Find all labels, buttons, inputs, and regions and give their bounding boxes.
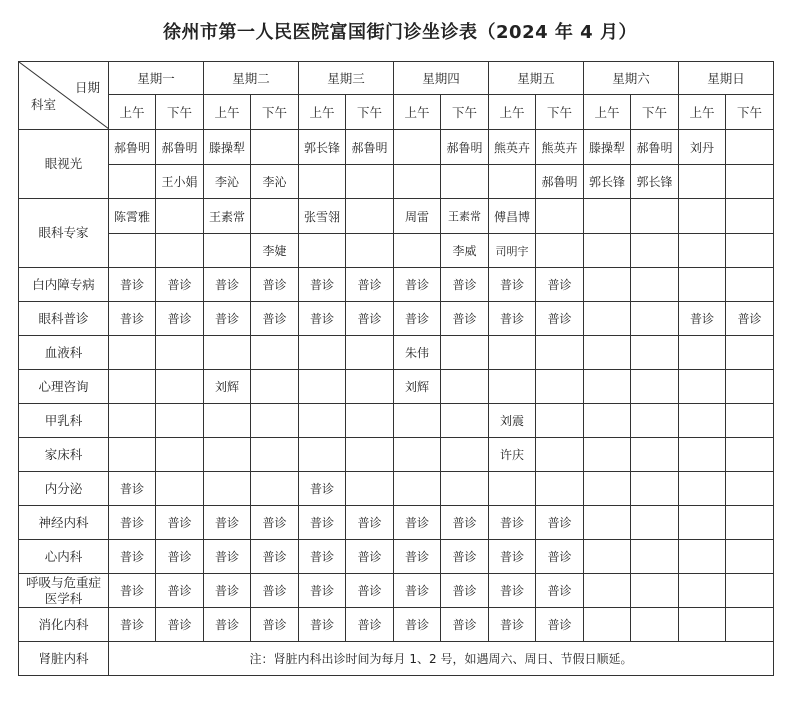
schedule-cell (394, 234, 441, 268)
session-pm: 下午 (251, 95, 299, 130)
schedule-cell: 普诊 (441, 574, 489, 608)
schedule-cell (584, 302, 631, 336)
schedule-cell: 普诊 (394, 268, 441, 302)
session-pm: 下午 (346, 95, 394, 130)
schedule-cell (346, 165, 394, 199)
schedule-cell: 普诊 (251, 608, 299, 642)
schedule-cell: 滕操犁 (204, 130, 251, 165)
schedule-cell (726, 574, 774, 608)
schedule-cell: 普诊 (679, 302, 726, 336)
schedule-cell (536, 472, 584, 506)
schedule-cell: 普诊 (204, 506, 251, 540)
schedule-cell (679, 506, 726, 540)
schedule-cell (584, 336, 631, 370)
schedule-cell: 普诊 (156, 540, 204, 574)
dept-name-cell: 眼视光 (19, 130, 109, 199)
schedule-cell: 刘辉 (394, 370, 441, 404)
schedule-cell (489, 370, 536, 404)
day-header-sunday: 星期日 (679, 62, 774, 95)
schedule-cell (156, 336, 204, 370)
schedule-cell (679, 438, 726, 472)
schedule-cell (251, 404, 299, 438)
schedule-cell (441, 336, 489, 370)
session-am: 上午 (584, 95, 631, 130)
schedule-cell: 普诊 (109, 574, 156, 608)
schedule-cell (299, 234, 346, 268)
schedule-cell (679, 608, 726, 642)
schedule-cell (726, 234, 774, 268)
schedule-cell (631, 336, 679, 370)
schedule-cell (204, 438, 251, 472)
schedule-cell: 普诊 (394, 574, 441, 608)
schedule-cell (584, 574, 631, 608)
schedule-cell (394, 130, 441, 165)
schedule-cell: 郝鲁明 (156, 130, 204, 165)
schedule-cell (679, 574, 726, 608)
schedule-cell: 普诊 (299, 472, 346, 506)
table-row (19, 506, 774, 540)
schedule-cell (631, 234, 679, 268)
schedule-cell: 王素常 (204, 199, 251, 234)
schedule-cell: 郝鲁明 (441, 130, 489, 165)
table-row (19, 472, 774, 506)
schedule-cell (631, 199, 679, 234)
schedule-cell (584, 506, 631, 540)
schedule-cell (346, 370, 394, 404)
schedule-cell: 刘丹 (679, 130, 726, 165)
schedule-cell: 普诊 (299, 540, 346, 574)
schedule-cell: 普诊 (251, 540, 299, 574)
schedule-cell (299, 438, 346, 472)
schedule-cell (204, 234, 251, 268)
schedule-cell (726, 506, 774, 540)
session-am: 上午 (394, 95, 441, 130)
dept-name-line: 呼吸与危重症 (25, 574, 101, 590)
schedule-cell (631, 506, 679, 540)
schedule-cell (251, 199, 299, 234)
schedule-cell (441, 404, 489, 438)
schedule-cell: 普诊 (536, 540, 584, 574)
schedule-cell (631, 472, 679, 506)
schedule-cell (346, 404, 394, 438)
schedule-cell (584, 234, 631, 268)
schedule-cell (109, 404, 156, 438)
schedule-cell: 普诊 (109, 540, 156, 574)
dept-name-cell: 白内障专病 (19, 268, 109, 302)
session-pm: 下午 (726, 95, 774, 130)
schedule-cell: 普诊 (299, 574, 346, 608)
session-pm: 下午 (156, 95, 204, 130)
schedule-cell (631, 404, 679, 438)
dept-name-cell: 甲乳科 (19, 404, 109, 438)
schedule-cell: 普诊 (489, 608, 536, 642)
schedule-cell (346, 234, 394, 268)
schedule-cell (394, 404, 441, 438)
schedule-cell (109, 438, 156, 472)
schedule-cell (726, 130, 774, 165)
session-am: 上午 (299, 95, 346, 130)
schedule-cell (631, 540, 679, 574)
schedule-cell: 普诊 (204, 608, 251, 642)
schedule-cell (156, 438, 204, 472)
schedule-cell: 王小娟 (156, 165, 204, 199)
schedule-cell (726, 404, 774, 438)
schedule-cell (584, 199, 631, 234)
schedule-cell: 周雷 (394, 199, 441, 234)
schedule-cell: 普诊 (441, 540, 489, 574)
table-row (19, 199, 774, 234)
schedule-cell (726, 268, 774, 302)
table-row (19, 165, 774, 199)
session-am: 上午 (109, 95, 156, 130)
schedule-cell (679, 336, 726, 370)
dept-name-cell: 肾脏内科 (19, 642, 109, 676)
schedule-cell: 普诊 (299, 302, 346, 336)
table-row (19, 268, 774, 302)
schedule-cell (726, 540, 774, 574)
schedule-cell: 滕操犁 (584, 130, 631, 165)
schedule-cell (631, 302, 679, 336)
schedule-cell: 普诊 (204, 302, 251, 336)
table-row (19, 234, 774, 268)
dept-name-cell: 内分泌 (19, 472, 109, 506)
dept-name-cell: 心理咨询 (19, 370, 109, 404)
schedule-cell: 普诊 (299, 506, 346, 540)
schedule-cell: 普诊 (394, 302, 441, 336)
schedule-cell (726, 199, 774, 234)
schedule-cell (679, 404, 726, 438)
dept-name-cell: 眼科普诊 (19, 302, 109, 336)
schedule-cell (584, 540, 631, 574)
schedule-cell: 普诊 (536, 608, 584, 642)
schedule-cell (441, 165, 489, 199)
schedule-cell: 普诊 (441, 506, 489, 540)
dept-name-cell: 心内科 (19, 540, 109, 574)
schedule-cell (109, 370, 156, 404)
schedule-cell: 普诊 (489, 506, 536, 540)
page-title: 徐州市第一人民医院富国街门诊坐诊表（2024 年 4 月） (163, 22, 637, 43)
session-am: 上午 (204, 95, 251, 130)
schedule-cell: 普诊 (346, 540, 394, 574)
schedule-cell (394, 165, 441, 199)
schedule-cell: 普诊 (394, 540, 441, 574)
schedule-cell: 普诊 (156, 574, 204, 608)
dept-name-cell: 神经内科 (19, 506, 109, 540)
schedule-cell: 普诊 (109, 506, 156, 540)
schedule-cell (346, 199, 394, 234)
schedule-cell (536, 199, 584, 234)
schedule-cell (299, 370, 346, 404)
schedule-cell (536, 404, 584, 438)
table-row (19, 574, 774, 608)
schedule-cell: 普诊 (726, 302, 774, 336)
schedule-cell (204, 472, 251, 506)
schedule-cell: 郝鲁明 (536, 165, 584, 199)
schedule-cell (726, 472, 774, 506)
schedule-cell (584, 404, 631, 438)
schedule-cell: 普诊 (109, 302, 156, 336)
schedule-cell: 普诊 (109, 268, 156, 302)
schedule-cell (726, 165, 774, 199)
schedule-cell: 郝鲁明 (109, 130, 156, 165)
day-header-friday: 星期五 (489, 62, 584, 95)
schedule-cell: 陈霄雅 (109, 199, 156, 234)
schedule-cell (679, 370, 726, 404)
schedule-cell (631, 438, 679, 472)
schedule-cell (726, 336, 774, 370)
schedule-cell (489, 336, 536, 370)
schedule-cell (679, 165, 726, 199)
schedule-cell (204, 404, 251, 438)
schedule-cell (679, 472, 726, 506)
dept-name-cell: 消化内科 (19, 608, 109, 642)
schedule-cell (251, 438, 299, 472)
schedule-cell: 普诊 (441, 302, 489, 336)
schedule-table (18, 61, 774, 676)
schedule-cell: 普诊 (109, 472, 156, 506)
schedule-cell (441, 472, 489, 506)
schedule-cell (536, 370, 584, 404)
schedule-cell: 普诊 (441, 608, 489, 642)
schedule-cell: 王素常 (441, 199, 489, 234)
schedule-cell: 普诊 (394, 608, 441, 642)
schedule-cell: 许庆 (489, 438, 536, 472)
table-row (19, 370, 774, 404)
schedule-cell (631, 370, 679, 404)
schedule-note: 注：肾脏内科出诊时间为每月 1、2 号，如遇周六、周日、节假日顺延。 (109, 642, 774, 676)
schedule-cell: 普诊 (441, 268, 489, 302)
schedule-cell (536, 234, 584, 268)
session-pm: 下午 (631, 95, 679, 130)
day-header-wednesday: 星期三 (299, 62, 394, 95)
schedule-cell (109, 165, 156, 199)
table-row (19, 336, 774, 370)
schedule-cell (726, 370, 774, 404)
schedule-cell (299, 404, 346, 438)
schedule-cell: 郝鲁明 (346, 130, 394, 165)
day-header-tuesday: 星期二 (204, 62, 299, 95)
dept-name-cell: 血液科 (19, 336, 109, 370)
schedule-cell: 普诊 (156, 506, 204, 540)
schedule-cell (584, 472, 631, 506)
table-row (19, 438, 774, 472)
session-pm: 下午 (536, 95, 584, 130)
schedule-cell (156, 199, 204, 234)
schedule-cell (536, 336, 584, 370)
table-row (19, 130, 774, 165)
schedule-cell: 普诊 (346, 574, 394, 608)
schedule-cell (584, 608, 631, 642)
schedule-cell: 普诊 (346, 302, 394, 336)
schedule-cell (346, 336, 394, 370)
schedule-cell (679, 268, 726, 302)
schedule-cell: 普诊 (489, 302, 536, 336)
schedule-cell: 普诊 (156, 302, 204, 336)
schedule-cell: 普诊 (204, 268, 251, 302)
table-row (19, 404, 774, 438)
schedule-cell (631, 574, 679, 608)
dept-name-line: 医学科 (44, 590, 83, 606)
schedule-cell: 郭长锋 (631, 165, 679, 199)
schedule-cell: 普诊 (204, 540, 251, 574)
schedule-cell: 李婕 (251, 234, 299, 268)
schedule-cell: 普诊 (299, 268, 346, 302)
schedule-cell (726, 608, 774, 642)
session-header-row (19, 95, 774, 130)
schedule-cell: 司明宇 (489, 234, 536, 268)
schedule-cell (631, 268, 679, 302)
schedule-cell (299, 165, 346, 199)
schedule-cell (584, 268, 631, 302)
dept-name-cell (19, 574, 109, 608)
schedule-cell (394, 472, 441, 506)
dept-header-label: 科室 (31, 97, 57, 112)
table-row (19, 302, 774, 336)
schedule-cell: 普诊 (536, 268, 584, 302)
schedule-cell (346, 472, 394, 506)
schedule-cell: 刘震 (489, 404, 536, 438)
dept-name-cell: 眼科专家 (19, 199, 109, 268)
schedule-cell (584, 438, 631, 472)
schedule-cell (346, 438, 394, 472)
schedule-cell: 张雪翎 (299, 199, 346, 234)
dept-name-cell: 家床科 (19, 438, 109, 472)
schedule-cell (441, 370, 489, 404)
schedule-cell (679, 234, 726, 268)
schedule-cell: 熊英卉 (536, 130, 584, 165)
schedule-cell (156, 234, 204, 268)
schedule-cell (679, 199, 726, 234)
header-corner-cell (19, 62, 109, 130)
schedule-cell: 普诊 (109, 608, 156, 642)
table-row (19, 642, 774, 676)
schedule-cell (679, 540, 726, 574)
day-header-thursday: 星期四 (394, 62, 489, 95)
schedule-cell (536, 438, 584, 472)
schedule-cell: 朱伟 (394, 336, 441, 370)
schedule-cell (394, 438, 441, 472)
schedule-cell (156, 472, 204, 506)
schedule-cell: 普诊 (394, 506, 441, 540)
schedule-cell (251, 370, 299, 404)
table-row (19, 608, 774, 642)
schedule-cell (109, 336, 156, 370)
schedule-cell (631, 608, 679, 642)
schedule-cell: 普诊 (299, 608, 346, 642)
schedule-cell: 普诊 (536, 506, 584, 540)
schedule-cell: 普诊 (346, 506, 394, 540)
schedule-cell: 李沁 (251, 165, 299, 199)
schedule-cell: 郝鲁明 (631, 130, 679, 165)
schedule-cell: 普诊 (536, 302, 584, 336)
schedule-cell: 普诊 (251, 302, 299, 336)
schedule-cell: 普诊 (204, 574, 251, 608)
session-am: 上午 (679, 95, 726, 130)
schedule-cell: 刘辉 (204, 370, 251, 404)
schedule-cell (441, 438, 489, 472)
session-am: 上午 (489, 95, 536, 130)
session-pm: 下午 (441, 95, 489, 130)
schedule-cell (299, 336, 346, 370)
schedule-cell (489, 165, 536, 199)
schedule-cell (489, 472, 536, 506)
schedule-cell: 普诊 (489, 574, 536, 608)
schedule-cell: 普诊 (251, 574, 299, 608)
schedule-cell (251, 336, 299, 370)
table-row (19, 540, 774, 574)
schedule-cell: 普诊 (156, 268, 204, 302)
schedule-cell: 普诊 (251, 506, 299, 540)
schedule-cell (109, 234, 156, 268)
schedule-cell (584, 370, 631, 404)
schedule-cell: 傅昌博 (489, 199, 536, 234)
schedule-cell (726, 438, 774, 472)
schedule-cell: 普诊 (489, 540, 536, 574)
schedule-cell (156, 370, 204, 404)
schedule-cell: 普诊 (536, 574, 584, 608)
schedule-cell: 李沁 (204, 165, 251, 199)
schedule-cell (204, 336, 251, 370)
schedule-cell: 李威 (441, 234, 489, 268)
schedule-cell: 普诊 (156, 608, 204, 642)
schedule-cell (156, 404, 204, 438)
schedule-cell: 熊英卉 (489, 130, 536, 165)
day-header-saturday: 星期六 (584, 62, 679, 95)
day-header-monday: 星期一 (109, 62, 204, 95)
schedule-cell: 普诊 (346, 608, 394, 642)
schedule-cell: 普诊 (346, 268, 394, 302)
schedule-cell: 郭长锋 (299, 130, 346, 165)
schedule-cell (251, 472, 299, 506)
schedule-cell: 普诊 (251, 268, 299, 302)
schedule-cell: 普诊 (489, 268, 536, 302)
date-header-label: 日期 (74, 80, 100, 95)
schedule-cell: 郭长锋 (584, 165, 631, 199)
schedule-cell (251, 130, 299, 165)
